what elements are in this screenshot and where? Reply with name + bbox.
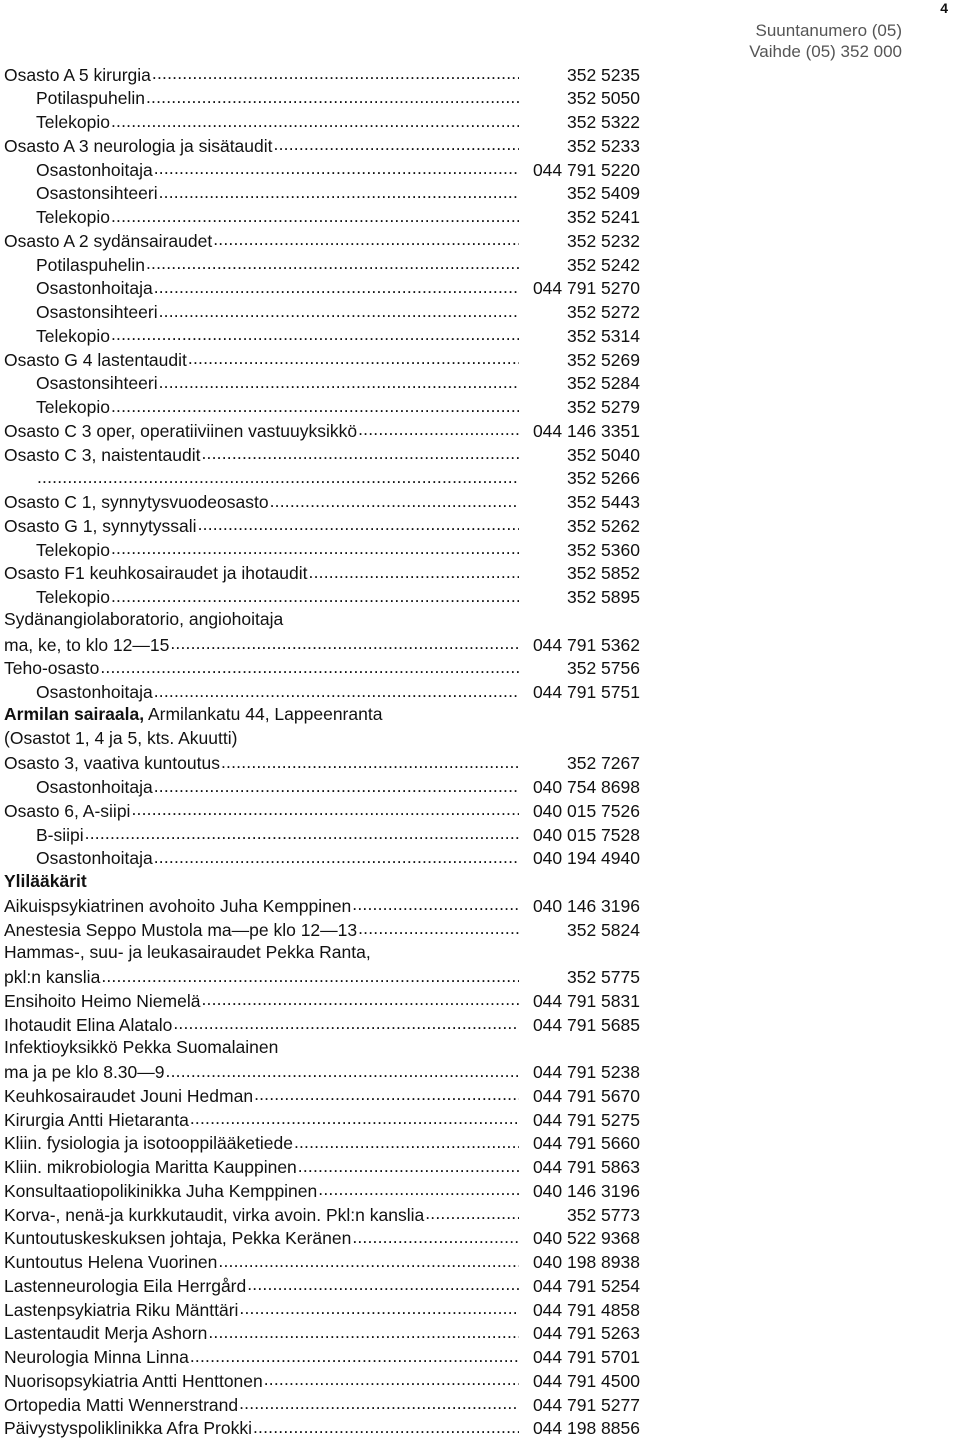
- entry-label: Osastonhoitaja: [36, 278, 153, 299]
- phone-number: 352 5235: [567, 64, 640, 85]
- directory-entry: [4, 491, 640, 515]
- entry-label-bold: Armilan sairaala,: [4, 704, 145, 725]
- entry-label: Aikuispsykiatrinen avohoito Juha Kemppinen: [4, 895, 352, 916]
- phone-number: 352 5284: [567, 373, 640, 394]
- dot-leader: [202, 443, 520, 461]
- phone-number: 044 198 8856: [532, 1418, 640, 1439]
- directory-entry: [4, 966, 640, 990]
- phone-number: 040 146 3196: [532, 1180, 640, 1201]
- dot-leader: [318, 1179, 519, 1197]
- phone-number: 352 5773: [567, 1204, 640, 1225]
- phone-number: 352 7267: [567, 753, 640, 774]
- phone-number: 352 5269: [567, 349, 640, 370]
- dot-leader: [239, 1298, 519, 1316]
- phone-number: 044 791 5263: [532, 1323, 640, 1344]
- dot-leader: [221, 752, 519, 770]
- directory-entry: [4, 182, 640, 206]
- directory-entry: [4, 1298, 640, 1322]
- entry-label: Osasto G 1, synnytyssali: [4, 515, 197, 536]
- entry-label: Infektioyksikkö Pekka Suomalainen: [4, 1036, 279, 1057]
- entry-label: Osastonhoitaja: [36, 777, 153, 797]
- dot-leader: [270, 491, 519, 509]
- directory-entry: [4, 799, 640, 823]
- dot-leader: [352, 894, 519, 912]
- phone-number: 040 015 7526: [532, 800, 640, 821]
- dot-leader: [294, 1132, 519, 1150]
- dot-leader: [190, 1346, 519, 1364]
- directory-entry: [4, 514, 640, 538]
- directory-entry: [4, 1132, 640, 1156]
- entry-label: (Osastot 1, 4 ja 5, kts. Akuutti): [4, 728, 238, 748]
- entry-label-bold: Ylilääkärit: [4, 870, 87, 891]
- phone-number: 352 5233: [567, 135, 640, 156]
- page-number: 4: [940, 0, 948, 16]
- dot-leader: [188, 348, 519, 366]
- phone-number: 352 5895: [567, 587, 640, 607]
- entry-label: Kirurgia Antti Hietaranta: [4, 1109, 189, 1130]
- entry-label: Telekopio: [36, 397, 110, 417]
- phone-number: 044 791 5254: [532, 1275, 640, 1296]
- directory-entry: [4, 918, 640, 942]
- entry-label: Osastonsihteeri: [36, 302, 158, 322]
- phone-number: 352 5852: [567, 563, 640, 584]
- entry-label: Päivystyspoliklinikka Afra Prokki: [4, 1418, 252, 1439]
- phone-number: 044 791 5670: [532, 1085, 640, 1106]
- directory-entry: [4, 776, 640, 800]
- directory-entry: [4, 63, 640, 87]
- dot-leader: [154, 277, 519, 295]
- entry-label: Osastonhoitaja: [36, 159, 153, 180]
- directory-entry: [4, 1013, 640, 1037]
- phone-number: 044 791 5220: [532, 159, 640, 180]
- directory-entry: [4, 681, 640, 705]
- entry-label: Osasto A 2 sydänsairaudet: [4, 230, 213, 251]
- dot-leader: [190, 1108, 519, 1126]
- phone-number: 352 5242: [567, 254, 640, 275]
- entry-label: [4, 871, 87, 892]
- directory-entry: [4, 942, 640, 966]
- directory-entry: [4, 752, 640, 776]
- entry-label: Kliin. fysiologia ja isotooppilääketiede: [4, 1133, 293, 1154]
- phone-number: 352 5241: [567, 207, 640, 227]
- directory-entry: [4, 467, 640, 491]
- phone-directory-list: [4, 63, 640, 1441]
- dot-leader: [111, 324, 519, 342]
- dot-leader: [154, 776, 519, 794]
- dot-leader: [358, 419, 519, 437]
- entry-label: Kliin. mikrobiologia Maritta Kauppinen: [4, 1157, 297, 1177]
- directory-entry: [4, 1108, 640, 1132]
- dot-leader: [131, 799, 519, 817]
- directory-entry: [4, 277, 640, 301]
- phone-number: 044 791 5751: [532, 682, 640, 702]
- entry-label: Telekopio: [36, 539, 110, 560]
- phone-number: 352 5050: [567, 88, 640, 109]
- dot-leader: [159, 182, 519, 200]
- phone-number: 352 5824: [567, 919, 640, 940]
- dot-leader: [198, 514, 519, 532]
- phone-number: 352 5775: [567, 967, 640, 987]
- directory-entry: [4, 324, 640, 348]
- entry-label: Nuorisopsykiatria Antti Henttonen: [4, 1370, 263, 1391]
- entry-label: Telekopio: [36, 112, 110, 132]
- dot-leader: [152, 63, 519, 81]
- directory-entry: [4, 657, 640, 681]
- directory-entry: [4, 1061, 640, 1085]
- directory-entry: [4, 823, 640, 847]
- entry-label: Osasto C 1, synnytysvuodeosasto: [4, 492, 269, 512]
- dot-leader: [111, 538, 519, 556]
- phone-number: 040 015 7528: [532, 824, 640, 845]
- directory-entry: [4, 253, 640, 277]
- directory-entry: [4, 372, 640, 396]
- entry-label: Potilaspuhelin: [36, 254, 145, 275]
- phone-number: 352 5232: [567, 230, 640, 251]
- entry-label: ma, ke, to klo 12—15: [4, 634, 170, 655]
- entry-label-rest: Armilankatu 44, Lappeenranta: [144, 704, 383, 725]
- phone-number: 044 791 5831: [532, 990, 640, 1011]
- entry-label: Lastenneurologia Eila Herrgård: [4, 1275, 247, 1296]
- dot-leader: [111, 396, 519, 414]
- dot-leader: [254, 1084, 519, 1102]
- entry-label: Ortopedia Matti Wennerstrand: [4, 1394, 239, 1415]
- directory-entry: [4, 1417, 640, 1441]
- phone-number: 044 791 5270: [532, 278, 640, 299]
- directory-entry: [4, 704, 640, 728]
- switchboard-line: Vaihde (05) 352 000: [749, 42, 902, 61]
- dot-leader: [201, 989, 519, 1007]
- phone-number: 352 5756: [567, 658, 640, 679]
- phone-number: 044 791 5685: [532, 1014, 640, 1035]
- dot-leader: [111, 586, 519, 604]
- dot-leader: [166, 1061, 519, 1079]
- phone-number: 044 791 4858: [532, 1299, 640, 1320]
- dot-leader: [85, 823, 519, 841]
- area-code-line: Suuntanumero (05): [755, 21, 902, 40]
- entry-label: Osastonsihteeri: [36, 373, 158, 394]
- entry-label: Telekopio: [36, 325, 110, 346]
- phone-number: 352 5360: [567, 539, 640, 560]
- entry-label: Anestesia Seppo Mustola ma—pe klo 12—13: [4, 919, 358, 940]
- directory-entry: [4, 1203, 640, 1227]
- directory-entry: [4, 1227, 640, 1251]
- dot-leader: [213, 229, 519, 247]
- entry-label: Konsultaatiopolikinikka Juha Kemppinen: [4, 1180, 318, 1201]
- dot-leader: [170, 633, 519, 651]
- directory-entry: [4, 1393, 640, 1417]
- phone-number: 044 791 5701: [532, 1347, 640, 1367]
- phone-number: 044 146 3351: [532, 420, 640, 441]
- phone-number: 044 791 5238: [532, 1062, 640, 1082]
- dot-leader: [159, 372, 519, 390]
- dot-leader: [425, 1203, 519, 1221]
- entry-label: Keuhkosairaudet Jouni Hedman: [4, 1085, 254, 1106]
- directory-entry: [4, 301, 640, 325]
- directory-entry: [4, 1369, 640, 1393]
- directory-entry: [4, 1156, 640, 1180]
- directory-entry: [4, 1084, 640, 1108]
- phone-number: 044 791 5275: [532, 1109, 640, 1130]
- dot-leader: [352, 1227, 519, 1245]
- directory-entry: [4, 1037, 640, 1061]
- dot-leader: [146, 253, 519, 271]
- directory-entry: [4, 586, 640, 610]
- dot-leader: [154, 681, 519, 699]
- phone-number: 044 791 5277: [532, 1394, 640, 1415]
- phone-number: 352 5314: [567, 325, 640, 346]
- dot-leader: [358, 918, 519, 936]
- entry-label: pkl:n kanslia: [4, 967, 101, 987]
- phone-number: 352 5272: [567, 302, 640, 322]
- entry-label: Telekopio: [36, 207, 110, 227]
- directory-entry: [4, 348, 640, 372]
- dot-leader: [264, 1369, 519, 1387]
- entry-label: Osasto F1 keuhkosairaudet ja ihotaudit: [4, 563, 308, 584]
- dot-leader: [159, 301, 519, 319]
- entry-label: [4, 704, 382, 725]
- entry-label: Lastentaudit Merja Ashorn: [4, 1323, 208, 1344]
- directory-entry: [4, 1322, 640, 1346]
- dot-leader: [218, 1251, 519, 1269]
- entry-label: B-siipi: [36, 824, 84, 845]
- entry-label: Osasto 3, vaativa kuntoutus: [4, 753, 220, 774]
- phone-number: 044 791 5660: [532, 1133, 640, 1154]
- entry-label: Osastonsihteeri: [36, 183, 158, 204]
- dot-leader: [239, 1393, 519, 1411]
- entry-label: Ensihoito Heimo Niemelä: [4, 990, 201, 1011]
- directory-entry: [4, 419, 640, 443]
- directory-entry: [4, 1251, 640, 1275]
- entry-label: Osasto A 3 neurologia ja sisätaudit: [4, 135, 273, 156]
- dot-leader: [173, 1013, 519, 1031]
- directory-entry: [4, 87, 640, 111]
- dot-leader: [274, 134, 519, 152]
- phone-number: 044 791 5863: [532, 1157, 640, 1177]
- directory-entry: [4, 1179, 640, 1203]
- entry-label: Lastenpsykiatria Riku Mänttäri: [4, 1299, 239, 1320]
- entry-label: Osastonhoitaja: [36, 848, 153, 869]
- phone-number: 352 5279: [567, 397, 640, 417]
- phone-number: 044 791 4500: [532, 1370, 640, 1391]
- directory-entry: [4, 206, 640, 230]
- phone-number: 352 5266: [567, 468, 640, 489]
- dot-leader: [100, 657, 519, 675]
- entry-label: Teho-osasto: [4, 658, 100, 679]
- dot-leader: [146, 87, 519, 105]
- directory-entry: [4, 609, 640, 633]
- phone-number: 040 754 8698: [532, 777, 640, 797]
- directory-entry: [4, 989, 640, 1013]
- directory-entry: [4, 728, 640, 752]
- directory-entry: [4, 1274, 640, 1298]
- phone-number: 040 198 8938: [532, 1252, 640, 1272]
- entry-label: Kuntoutuskeskuksen johtaja, Pekka Keränen: [4, 1228, 352, 1249]
- dot-leader: [111, 206, 519, 224]
- page-header: [749, 20, 902, 62]
- directory-entry: [4, 633, 640, 657]
- phone-number: 352 5040: [567, 444, 640, 465]
- dot-leader: [247, 1274, 519, 1292]
- directory-entry: [4, 871, 640, 895]
- directory-entry: [4, 443, 640, 467]
- directory-entry: [4, 847, 640, 871]
- dot-leader: [309, 562, 519, 580]
- phone-number: 040 146 3196: [532, 895, 640, 916]
- phone-number: 044 791 5362: [532, 634, 640, 655]
- entry-label: ma ja pe klo 8.30—9: [4, 1062, 165, 1082]
- directory-entry: [4, 894, 640, 918]
- dot-leader: [101, 966, 519, 984]
- directory-entry: [4, 396, 640, 420]
- phone-number: 040 522 9368: [532, 1228, 640, 1249]
- phone-number: 352 5322: [567, 112, 640, 132]
- entry-label: Osasto A 5 kirurgia: [4, 64, 151, 85]
- dot-leader: [111, 111, 519, 129]
- phone-number: 352 5409: [567, 183, 640, 204]
- entry-label: Sydänangiolaboratorio, angiohoitaja: [4, 609, 284, 630]
- entry-label: Potilaspuhelin: [36, 88, 145, 109]
- directory-entry: [4, 562, 640, 586]
- entry-label: Neurologia Minna Linna: [4, 1347, 189, 1367]
- dot-leader: [298, 1156, 519, 1174]
- entry-label: Osasto G 4 lastentaudit: [4, 349, 187, 370]
- directory-entry: [4, 111, 640, 135]
- dot-leader: [37, 467, 519, 485]
- entry-label: Osasto C 3 oper, operatiiviinen vastuuyksikkö: [4, 420, 358, 441]
- entry-label: Kuntoutus Helena Vuorinen: [4, 1252, 218, 1272]
- directory-entry: [4, 158, 640, 182]
- phone-number: 040 194 4940: [532, 848, 640, 869]
- phone-number: 352 5262: [567, 515, 640, 536]
- directory-entry: [4, 134, 640, 158]
- dot-leader: [154, 158, 519, 176]
- entry-label: Korva-, nenä-ja kurkkutaudit, virka avoin. Pkl:n kanslia: [4, 1204, 425, 1225]
- directory-entry: [4, 229, 640, 253]
- entry-label: Ihotaudit Elina Alatalo: [4, 1014, 173, 1035]
- dot-leader: [253, 1417, 519, 1435]
- entry-label: Osastonhoitaja: [36, 682, 153, 702]
- entry-label: Osasto 6, A-siipi: [4, 800, 131, 821]
- phone-number: 352 5443: [567, 492, 640, 512]
- dot-leader: [208, 1322, 519, 1340]
- entry-label: Telekopio: [36, 587, 110, 607]
- directory-entry: [4, 1346, 640, 1370]
- entry-label: Hammas-, suu- ja leukasairaudet Pekka Ranta,: [4, 941, 371, 962]
- directory-entry: [4, 538, 640, 562]
- dot-leader: [154, 847, 519, 865]
- entry-label: Osasto C 3, naistentaudit: [4, 444, 201, 465]
